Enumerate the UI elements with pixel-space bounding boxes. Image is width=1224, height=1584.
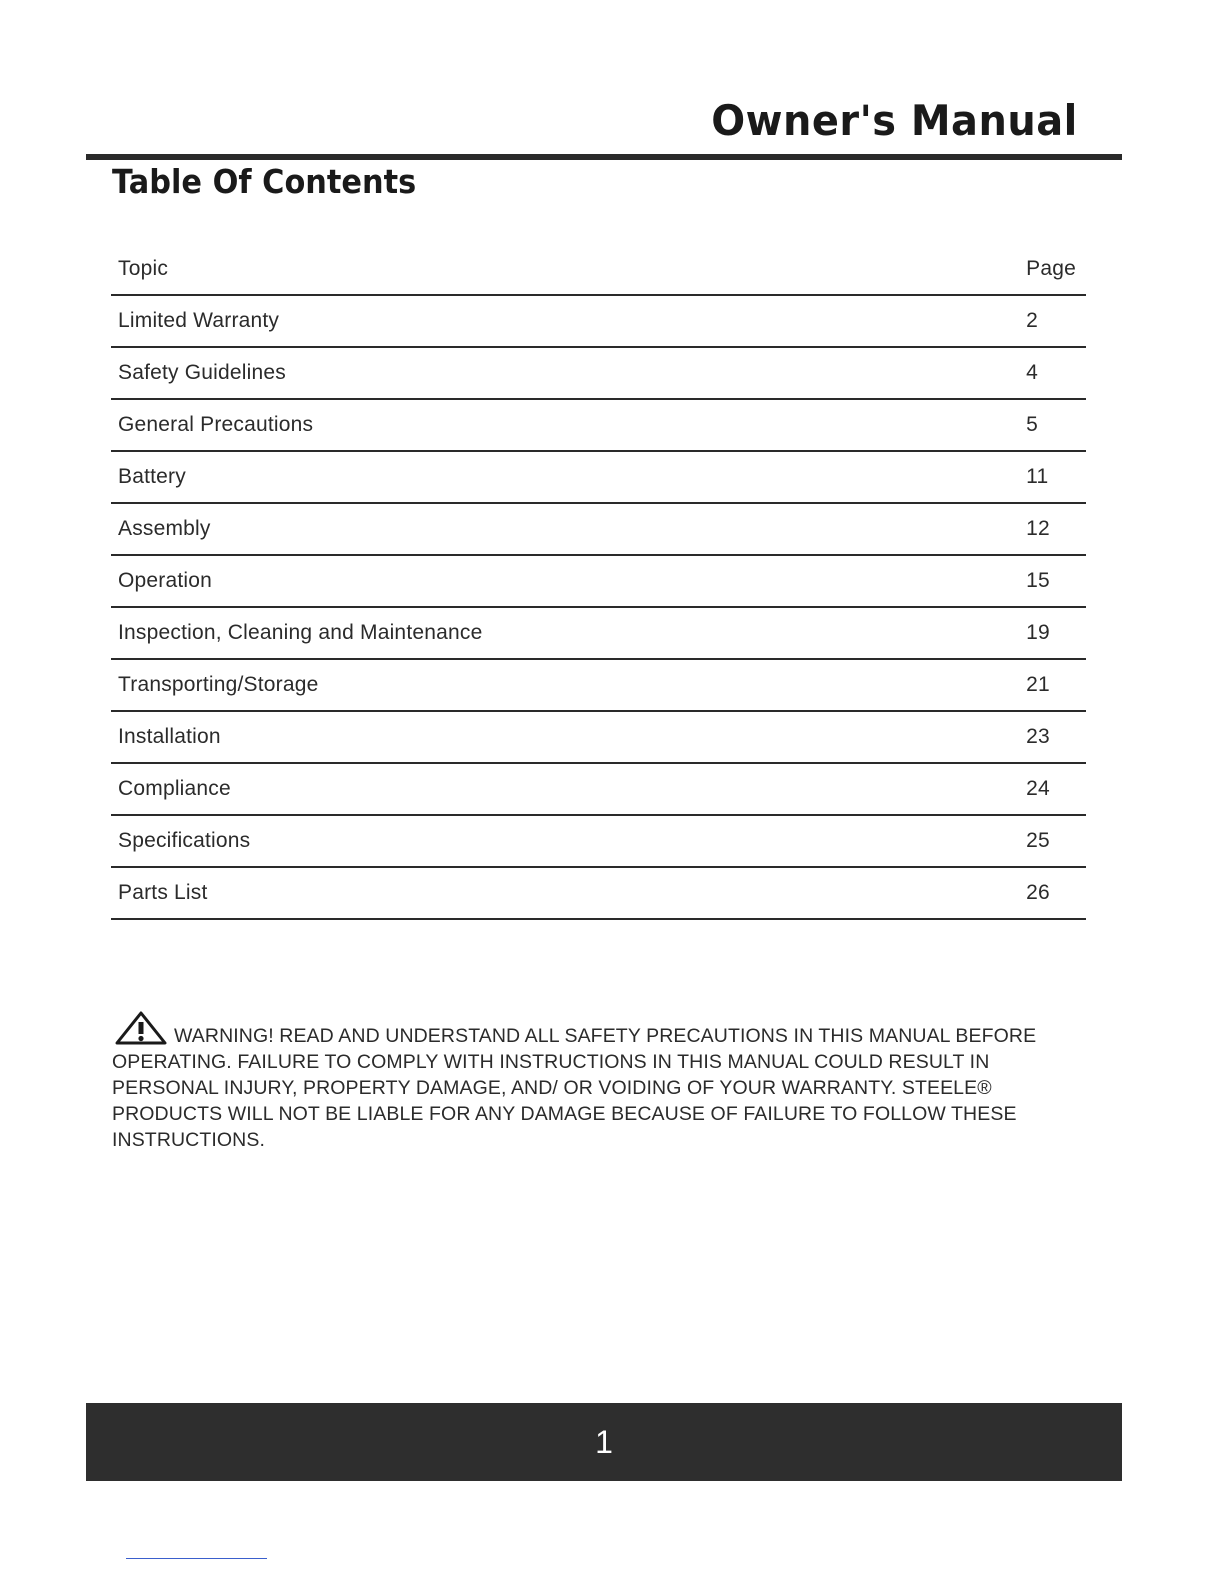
toc-topic: Specifications bbox=[111, 815, 1026, 867]
toc-topic: Limited Warranty bbox=[111, 295, 1026, 347]
toc-row bbox=[111, 347, 1086, 399]
toc-row bbox=[111, 607, 1086, 659]
toc-topic: Battery bbox=[111, 451, 1026, 503]
toc-page-number: 26 bbox=[1026, 867, 1086, 919]
warning-notice bbox=[112, 1010, 1092, 1153]
toc-row bbox=[111, 451, 1086, 503]
toc-title: Table Of Contents bbox=[112, 162, 417, 201]
toc-topic: Parts List bbox=[111, 867, 1026, 919]
toc-row bbox=[111, 503, 1086, 555]
page-number: 1 bbox=[595, 1424, 613, 1460]
toc-topic: Assembly bbox=[111, 503, 1026, 555]
toc-page-number: 19 bbox=[1026, 607, 1086, 659]
toc-topic: Inspection, Cleaning and Maintenance bbox=[111, 607, 1026, 659]
toc-topic: Compliance bbox=[111, 763, 1026, 815]
toc-table bbox=[111, 244, 1086, 920]
toc-row bbox=[111, 815, 1086, 867]
manual-title: Owner's Manual bbox=[711, 96, 1078, 145]
toc-row bbox=[111, 555, 1086, 607]
toc-row bbox=[111, 867, 1086, 919]
toc-header-row bbox=[111, 244, 1086, 295]
toc-header-topic: Topic bbox=[111, 244, 1026, 295]
toc-topic: Safety Guidelines bbox=[111, 347, 1026, 399]
toc-topic: Transporting/Storage bbox=[111, 659, 1026, 711]
footer-bar bbox=[86, 1403, 1122, 1481]
toc-topic: General Precautions bbox=[111, 399, 1026, 451]
toc-row bbox=[111, 763, 1086, 815]
toc-topic: Installation bbox=[111, 711, 1026, 763]
toc-page-number: 24 bbox=[1026, 763, 1086, 815]
warning-triangle-icon bbox=[112, 1010, 170, 1046]
toc-body bbox=[111, 295, 1086, 919]
header-rule bbox=[86, 154, 1122, 160]
toc-page-number: 15 bbox=[1026, 555, 1086, 607]
toc-page-number: 23 bbox=[1026, 711, 1086, 763]
toc-page-number: 5 bbox=[1026, 399, 1086, 451]
toc-row bbox=[111, 295, 1086, 347]
toc-page-number: 12 bbox=[1026, 503, 1086, 555]
toc-row bbox=[111, 399, 1086, 451]
link-underline bbox=[126, 1558, 267, 1559]
toc-topic: Operation bbox=[111, 555, 1026, 607]
toc-row bbox=[111, 711, 1086, 763]
toc-page-number: 21 bbox=[1026, 659, 1086, 711]
toc-row bbox=[111, 659, 1086, 711]
warning-text: WARNING! READ AND UNDERSTAND ALL SAFETY PRECAUTIONS IN THIS MANUAL BEFORE OPERATING. FAILURE TO COMPLY WITH INSTRUCTIONS IN THIS MANUAL COULD RESULT IN PERSONAL INJURY, PROPERTY DAMAGE, AND/ OR VOIDING OF YOUR WARRANTY. STEELE® PRODUCTS WILL NOT BE LIABLE FOR ANY DAMAGE BECAUSE OF FAILURE TO FOLLOW THESE INSTRUCTIONS. bbox=[112, 1025, 1037, 1151]
toc-page-number: 11 bbox=[1026, 451, 1086, 503]
toc-page-number: 25 bbox=[1026, 815, 1086, 867]
toc-page-number: 4 bbox=[1026, 347, 1086, 399]
toc-header-page: Page bbox=[1026, 244, 1086, 295]
toc-page-number: 2 bbox=[1026, 295, 1086, 347]
